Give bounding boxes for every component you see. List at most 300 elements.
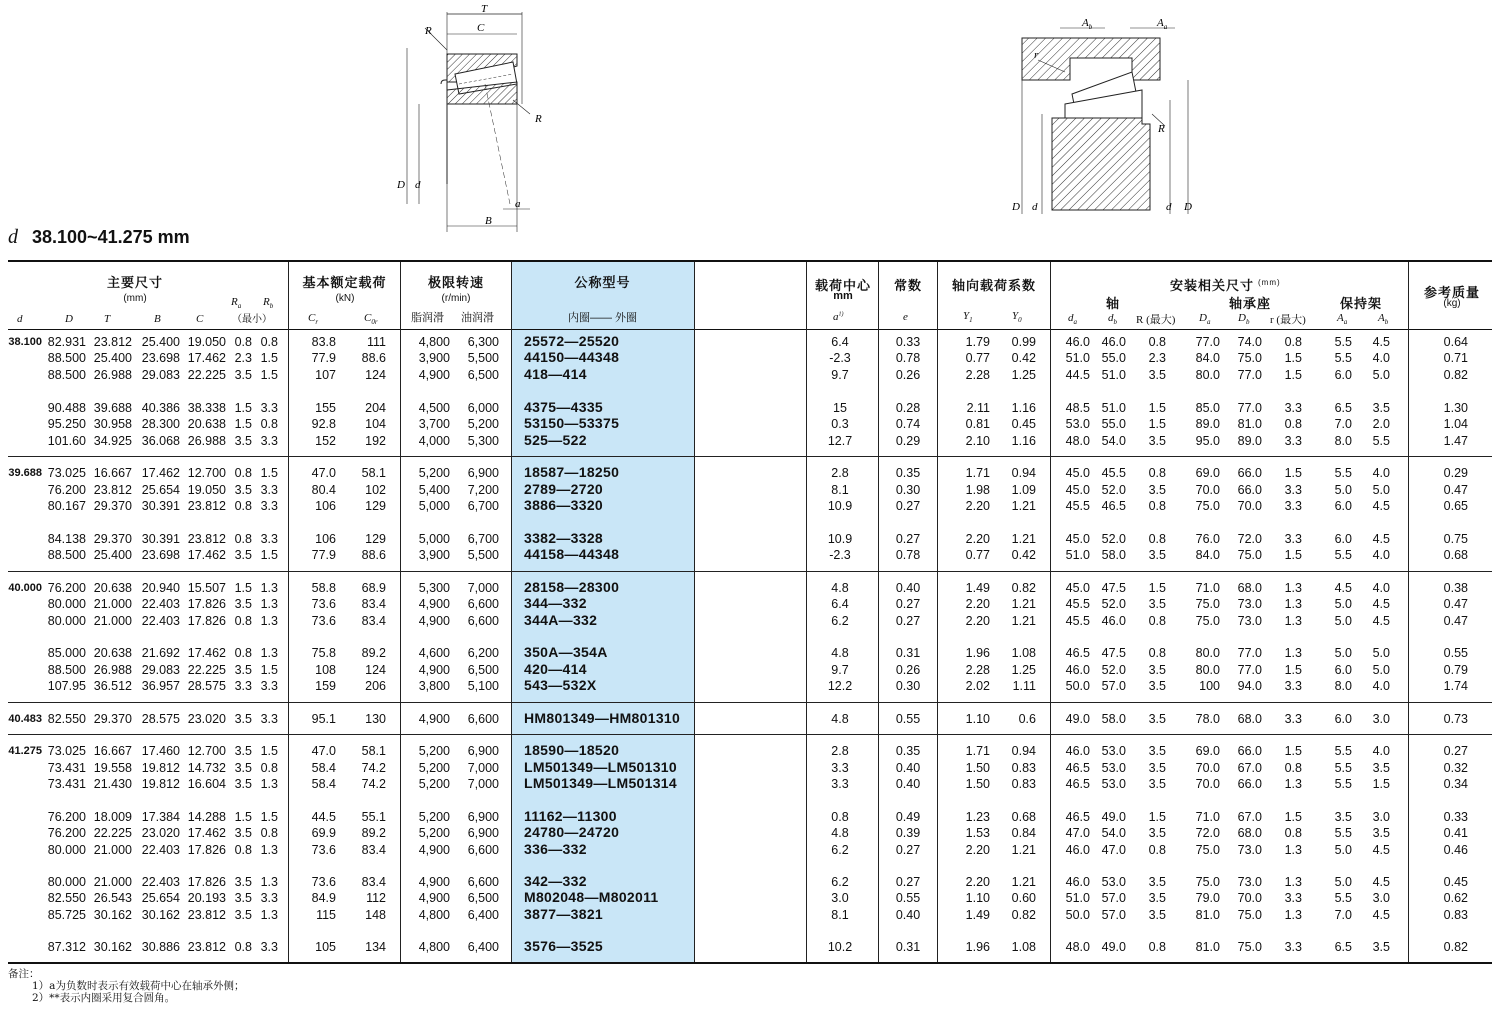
cell-b: 25.400 — [141, 335, 180, 349]
header-sym-d: d — [17, 313, 23, 325]
cell-b: 40.386 — [141, 401, 180, 415]
cell-db: 55.0 — [1101, 417, 1126, 431]
cell-grease: 5,200 — [418, 744, 450, 758]
cell-b: 19.812 — [141, 761, 180, 775]
cell-da: 45.5 — [1065, 597, 1090, 611]
cell-rb: 1.3 — [260, 581, 278, 595]
cell-db: 57.0 — [1101, 908, 1126, 922]
cell-db: 54.0 — [1101, 434, 1126, 448]
cell-a: 4.8 — [831, 646, 849, 660]
cell-model: 24780—24720 — [524, 824, 620, 840]
cell-r: 0.8 — [1148, 843, 1166, 857]
cell-t: 21.430 — [93, 777, 132, 791]
cell-b: 28.300 — [141, 417, 180, 431]
cell-c: 20.638 — [187, 417, 226, 431]
cell-c: 23.812 — [187, 532, 226, 546]
cell-db: 67.0 — [1237, 761, 1262, 775]
label-r: r — [1034, 49, 1039, 61]
cell-cr: 47.0 — [311, 744, 336, 758]
cell-model: 342—332 — [524, 873, 587, 889]
cell-ab: 4.5 — [1372, 908, 1390, 922]
cell-mass: 0.82 — [1443, 940, 1468, 954]
cell-y0: 0.45 — [1011, 417, 1036, 431]
cell-ra: 3.5 — [234, 597, 252, 611]
cell-mass: 1.47 — [1443, 434, 1468, 448]
cell-c: 17.826 — [187, 614, 226, 628]
cell-cr: 73.6 — [311, 843, 336, 857]
cell-e: 0.78 — [895, 351, 921, 365]
cell-c: 20.193 — [187, 891, 226, 905]
cell-d: 80.000 — [47, 875, 86, 889]
cell-oil: 6,900 — [467, 744, 499, 758]
cell-da: 48.0 — [1065, 940, 1090, 954]
cell-db: 49.0 — [1101, 810, 1126, 824]
cell-rb: 3.3 — [260, 679, 278, 693]
cell-e: 0.30 — [895, 483, 921, 497]
cell-c0r: 88.6 — [361, 548, 386, 562]
cell-grease: 4,900 — [418, 614, 450, 628]
column-divider — [878, 262, 879, 962]
header-center-unit: mm — [833, 290, 853, 302]
cell-db: 72.0 — [1237, 532, 1262, 546]
cell-da: 75.0 — [1195, 499, 1220, 513]
cell-ra: 0.8 — [234, 466, 252, 480]
cell-rb: 1.5 — [260, 663, 278, 677]
cell-t: 21.000 — [93, 597, 132, 611]
cell-grease: 3,900 — [418, 548, 450, 562]
cell-da: 48.5 — [1065, 401, 1090, 415]
cell-y1: 2.20 — [965, 532, 990, 546]
cell-r: 1.5 — [1148, 417, 1166, 431]
cell-r: 3.3 — [1284, 483, 1302, 497]
cell-d: 95.250 — [47, 417, 86, 431]
cell-y1: 1.79 — [965, 335, 990, 349]
cell-rb: 1.3 — [260, 843, 278, 857]
cell-e: 0.35 — [895, 744, 921, 758]
cell-a: 3.3 — [831, 777, 849, 791]
cell-da: 71.0 — [1195, 581, 1220, 595]
cell-db: 66.0 — [1237, 483, 1262, 497]
cell-y0: 1.16 — [1011, 434, 1036, 448]
cell-ra: 3.5 — [234, 712, 252, 726]
cell-d: 76.200 — [47, 483, 86, 497]
cell-model: 25572—25520 — [524, 333, 620, 349]
cell-da: 46.0 — [1065, 663, 1090, 677]
cell-db: 75.0 — [1237, 908, 1262, 922]
cell-c: 16.604 — [187, 777, 226, 791]
cell-oil: 6,700 — [467, 532, 499, 546]
cell-aa: 6.5 — [1334, 940, 1352, 954]
cell-aa: 5.5 — [1334, 777, 1352, 791]
cell-a: 6.4 — [831, 335, 849, 349]
cell-d: 80.000 — [47, 597, 86, 611]
cell-t: 19.558 — [93, 761, 132, 775]
cell-oil: 6,500 — [467, 891, 499, 905]
cell-model: 336—332 — [524, 841, 587, 857]
cell-model: 418—414 — [524, 366, 587, 382]
cell-da: 53.0 — [1065, 417, 1090, 431]
cell-r: 3.5 — [1148, 548, 1166, 562]
cell-y1: 1.49 — [965, 908, 990, 922]
cell-cr: 58.8 — [311, 581, 336, 595]
cell-r: 2.3 — [1148, 351, 1166, 365]
cell-a: 0.3 — [831, 417, 849, 431]
cell-c: 23.812 — [187, 499, 226, 513]
header-sym-da: $d_a$ — [1068, 312, 1077, 327]
cell-b: 22.403 — [141, 597, 180, 611]
cell-d: 41.275 — [8, 745, 42, 757]
cell-oil: 5,500 — [467, 351, 499, 365]
cell-oil: 6,500 — [467, 663, 499, 677]
cell-ab: 3.0 — [1372, 712, 1390, 726]
cell-d: 82.550 — [47, 712, 86, 726]
cell-oil: 6,400 — [467, 908, 499, 922]
cell-b: 36.068 — [141, 434, 180, 448]
cell-y0: 1.21 — [1011, 532, 1036, 546]
cell-ra: 3.5 — [234, 744, 252, 758]
cell-a: 4.8 — [831, 826, 849, 840]
column-divider — [1050, 262, 1051, 962]
cell-ab: 3.5 — [1372, 401, 1390, 415]
header-mass-unit: (kg) — [1443, 298, 1461, 309]
cell-c0r: 58.1 — [361, 744, 386, 758]
cell-c: 17.826 — [187, 843, 226, 857]
cell-da: 81.0 — [1195, 940, 1220, 954]
label-R: R — [1158, 123, 1165, 135]
cell-b: 19.812 — [141, 777, 180, 791]
cell-d: 80.000 — [47, 614, 86, 628]
cell-rb: 1.5 — [260, 466, 278, 480]
cell-da: 84.0 — [1195, 548, 1220, 562]
cell-cr: 77.9 — [311, 548, 336, 562]
cell-e: 0.27 — [895, 597, 921, 611]
header-sym-db: $d_b$ — [1108, 312, 1117, 327]
cell-y0: 1.08 — [1011, 940, 1036, 954]
cell-t: 29.370 — [93, 499, 132, 513]
cell-ra: 3.5 — [234, 483, 252, 497]
cell-e: 0.49 — [895, 810, 921, 824]
cell-oil: 6,000 — [467, 401, 499, 415]
cell-a: 10.2 — [827, 940, 853, 954]
cell-rb: 0.8 — [260, 761, 278, 775]
cell-mass: 1.04 — [1443, 417, 1468, 431]
cell-e: 0.31 — [895, 940, 921, 954]
cell-ab: 4.5 — [1372, 532, 1390, 546]
label-a: a — [515, 198, 521, 210]
cell-oil: 7,200 — [467, 483, 499, 497]
cell-mass: 0.47 — [1443, 614, 1468, 628]
cell-a: 6.2 — [831, 614, 849, 628]
cell-ab: 4.5 — [1372, 875, 1390, 889]
cell-db: 52.0 — [1101, 483, 1126, 497]
cell-rb: 1.5 — [260, 351, 278, 365]
cell-db: 51.0 — [1101, 401, 1126, 415]
label-B: B — [485, 215, 492, 227]
cell-b: 17.384 — [141, 810, 180, 824]
cell-b: 36.957 — [141, 679, 180, 693]
column-divider — [511, 262, 512, 962]
cell-r: 1.3 — [1284, 843, 1302, 857]
cell-rb: 1.5 — [260, 548, 278, 562]
cell-mass: 1.74 — [1443, 679, 1468, 693]
cell-da: 75.0 — [1195, 875, 1220, 889]
cell-grease: 4,800 — [418, 908, 450, 922]
cell-rb: 3.3 — [260, 499, 278, 513]
cell-t: 16.667 — [93, 744, 132, 758]
cell-model: 3382—3328 — [524, 530, 603, 546]
cell-oil: 7,000 — [467, 581, 499, 595]
cell-b: 29.083 — [141, 663, 180, 677]
range-title: d 38.100~41.275 mm — [8, 226, 190, 248]
cell-aa: 5.5 — [1334, 891, 1352, 905]
cell-y1: 1.50 — [965, 777, 990, 791]
cell-c0r: 83.4 — [361, 597, 386, 611]
cell-r: 3.5 — [1148, 908, 1166, 922]
cell-r: 1.5 — [1284, 351, 1302, 365]
cell-aa: 5.5 — [1334, 548, 1352, 562]
cell-oil: 6,900 — [467, 826, 499, 840]
cell-t: 16.667 — [93, 466, 132, 480]
header-sym-B: B — [154, 313, 161, 325]
header-model: 公称型号 — [574, 275, 631, 290]
cell-t: 25.400 — [93, 548, 132, 562]
cell-t: 18.009 — [93, 810, 132, 824]
cell-grease: 5,300 — [418, 581, 450, 595]
cell-d: 76.200 — [47, 810, 86, 824]
cell-y1: 2.20 — [965, 875, 990, 889]
cell-d: 73.025 — [47, 466, 86, 480]
cell-y1: 2.28 — [965, 368, 990, 382]
cell-ra: 0.8 — [234, 335, 252, 349]
header-cage: 保持架 — [1340, 296, 1383, 311]
cell-da: 75.0 — [1195, 843, 1220, 857]
cell-r: 3.5 — [1148, 679, 1166, 693]
cell-t: 23.812 — [93, 483, 132, 497]
cell-grease: 3,900 — [418, 351, 450, 365]
cell-r: 3.3 — [1284, 712, 1302, 726]
cell-model: 44150—44348 — [524, 349, 620, 365]
cell-rb: 1.5 — [260, 810, 278, 824]
cell-r: 3.5 — [1148, 712, 1166, 726]
cell-db: 57.0 — [1101, 891, 1126, 905]
cell-aa: 5.5 — [1334, 761, 1352, 775]
cell-r: 3.3 — [1284, 679, 1302, 693]
cell-rb: 1.3 — [260, 597, 278, 611]
cell-aa: 6.5 — [1334, 401, 1352, 415]
cell-a: 6.4 — [831, 597, 849, 611]
cell-c: 17.826 — [187, 875, 226, 889]
cell-cr: 115 — [316, 908, 336, 922]
cell-r: 0.8 — [1148, 532, 1166, 546]
cell-c0r: 129 — [365, 499, 386, 513]
cell-b: 17.460 — [141, 744, 180, 758]
cell-model: M802048—M802011 — [524, 889, 659, 905]
table-bottom-rule — [8, 962, 1492, 964]
cell-e: 0.27 — [895, 875, 921, 889]
cell-t: 20.638 — [93, 581, 132, 595]
cell-c: 22.225 — [187, 368, 226, 382]
cell-y0: 0.84 — [1011, 826, 1036, 840]
cell-db: 70.0 — [1237, 499, 1262, 513]
cell-b: 30.162 — [141, 908, 180, 922]
cell-db: 47.5 — [1101, 581, 1126, 595]
cell-mass: 0.41 — [1443, 826, 1468, 840]
cell-ab: 4.0 — [1372, 581, 1390, 595]
cell-db: 57.0 — [1101, 679, 1126, 693]
cell-d: 80.167 — [47, 499, 86, 513]
cell-da: 95.0 — [1195, 434, 1220, 448]
cell-c0r: 83.4 — [361, 614, 386, 628]
cell-cr: 108 — [315, 663, 336, 677]
cell-db: 52.0 — [1101, 597, 1126, 611]
cell-r: 1.3 — [1284, 908, 1302, 922]
cell-db: 47.0 — [1101, 843, 1126, 857]
cell-rb: 1.3 — [260, 777, 278, 791]
cell-mass: 0.47 — [1443, 483, 1468, 497]
cell-rb: 1.3 — [260, 875, 278, 889]
cell-db: 53.0 — [1101, 875, 1126, 889]
cell-c: 14.288 — [187, 810, 226, 824]
cell-cr: 47.0 — [311, 466, 336, 480]
cell-r: 0.8 — [1148, 335, 1166, 349]
cell-e: 0.30 — [895, 679, 921, 693]
cell-da: 46.0 — [1065, 335, 1090, 349]
cell-aa: 5.0 — [1334, 597, 1352, 611]
header-sym-e: e — [903, 311, 908, 323]
label-T: T — [481, 4, 488, 15]
cell-c: 19.050 — [187, 335, 226, 349]
cell-cr: 75.8 — [311, 646, 336, 660]
cell-t: 22.225 — [93, 826, 132, 840]
cell-r: 0.8 — [1284, 826, 1302, 840]
column-divider — [1408, 262, 1409, 962]
cell-e: 0.35 — [895, 466, 921, 480]
cell-cr: 106 — [315, 532, 336, 546]
cell-mass: 0.65 — [1443, 499, 1468, 513]
cell-t: 21.000 — [93, 843, 132, 857]
cell-r: 3.5 — [1148, 597, 1166, 611]
cell-y1: 2.20 — [965, 843, 990, 857]
cell-b: 28.575 — [141, 712, 180, 726]
cell-r: 1.3 — [1284, 597, 1302, 611]
cell-r: 1.5 — [1284, 368, 1302, 382]
cell-ab: 5.0 — [1372, 663, 1390, 677]
cell-ra: 3.5 — [234, 434, 252, 448]
cell-ra: 3.5 — [234, 368, 252, 382]
cell-db: 53.0 — [1101, 744, 1126, 758]
cell-y1: 1.10 — [965, 891, 990, 905]
header-sym-Cr: $C_r$ — [308, 312, 319, 327]
cell-r: 1.3 — [1284, 581, 1302, 595]
cell-a: 10.9 — [827, 532, 853, 546]
cell-db: 52.0 — [1101, 663, 1126, 677]
column-divider — [937, 262, 938, 962]
cell-t: 36.512 — [93, 679, 132, 693]
cell-cr: 105 — [315, 940, 336, 954]
cell-e: 0.27 — [895, 532, 921, 546]
cell-db: 94.0 — [1237, 679, 1262, 693]
column-divider — [288, 262, 289, 962]
cell-a: 2.8 — [831, 744, 849, 758]
cell-ra: 0.8 — [234, 614, 252, 628]
cell-oil: 6,600 — [467, 843, 499, 857]
cell-d: 107.95 — [47, 679, 86, 693]
cell-cr: 92.8 — [311, 417, 336, 431]
cell-ab: 4.0 — [1372, 466, 1390, 480]
cell-mass: 0.29 — [1443, 466, 1468, 480]
cell-c: 17.462 — [187, 826, 226, 840]
cell-aa: 6.0 — [1334, 663, 1352, 677]
cell-da: 45.5 — [1065, 499, 1090, 513]
cell-db: 75.0 — [1237, 351, 1262, 365]
cell-r: 3.5 — [1148, 826, 1166, 840]
cell-mass: 0.45 — [1443, 875, 1468, 889]
cell-oil: 6,200 — [467, 646, 499, 660]
label-da: d — [1032, 201, 1038, 213]
column-divider — [694, 262, 695, 962]
cell-da: 46.0 — [1065, 843, 1090, 857]
cell-cr: 155 — [315, 401, 336, 415]
cell-c: 17.462 — [187, 646, 226, 660]
cell-a: 10.9 — [827, 499, 853, 513]
cell-rb: 1.5 — [260, 368, 278, 382]
cell-ab: 5.0 — [1372, 368, 1390, 382]
cell-y1: 2.20 — [965, 614, 990, 628]
cell-da: 46.0 — [1065, 744, 1090, 758]
cell-model: LM501349—LM501310 — [524, 759, 677, 775]
cell-ab: 3.5 — [1372, 761, 1390, 775]
cell-c: 28.575 — [187, 679, 226, 693]
header-sym-D: D — [65, 313, 73, 325]
cell-r: 0.8 — [1148, 614, 1166, 628]
cell-ab: 2.0 — [1372, 417, 1390, 431]
cell-da: 45.5 — [1065, 614, 1090, 628]
cell-c: 22.225 — [187, 663, 226, 677]
cell-model: 28158—28300 — [524, 579, 620, 595]
cell-r: 3.5 — [1148, 777, 1166, 791]
cell-y1: 0.77 — [965, 351, 990, 365]
header-sym-Y1: $Y_1$ — [963, 310, 973, 325]
cell-y0: 1.21 — [1011, 614, 1036, 628]
cell-b: 23.698 — [141, 548, 180, 562]
cell-y1: 1.98 — [965, 483, 990, 497]
cell-y0: 0.42 — [1011, 351, 1036, 365]
cell-a: -2.3 — [829, 351, 851, 365]
cell-db: 46.5 — [1101, 499, 1126, 513]
cell-mass: 0.62 — [1443, 891, 1468, 905]
cell-aa: 6.0 — [1334, 368, 1352, 382]
cell-da: 45.0 — [1065, 581, 1090, 595]
header-R-max: R (最大) — [1136, 314, 1176, 326]
cell-da: 79.0 — [1195, 891, 1220, 905]
cell-oil: 6,700 — [467, 499, 499, 513]
cell-model: 44158—44348 — [524, 546, 620, 562]
cell-db: 46.0 — [1101, 335, 1126, 349]
cell-y0: 0.82 — [1011, 908, 1036, 922]
cell-aa: 5.0 — [1334, 614, 1352, 628]
cell-oil: 6,300 — [467, 335, 499, 349]
cell-grease: 4,600 — [418, 646, 450, 660]
cell-cr: 44.5 — [311, 810, 336, 824]
cell-cr: 69.9 — [311, 826, 336, 840]
header-top-rule — [8, 260, 1492, 262]
cell-oil: 6,600 — [467, 597, 499, 611]
cell-r: 0.8 — [1148, 466, 1166, 480]
cell-da: 49.0 — [1065, 712, 1090, 726]
cell-cr: 107 — [315, 368, 336, 382]
cell-c0r: 83.4 — [361, 875, 386, 889]
cell-c: 38.338 — [187, 401, 226, 415]
